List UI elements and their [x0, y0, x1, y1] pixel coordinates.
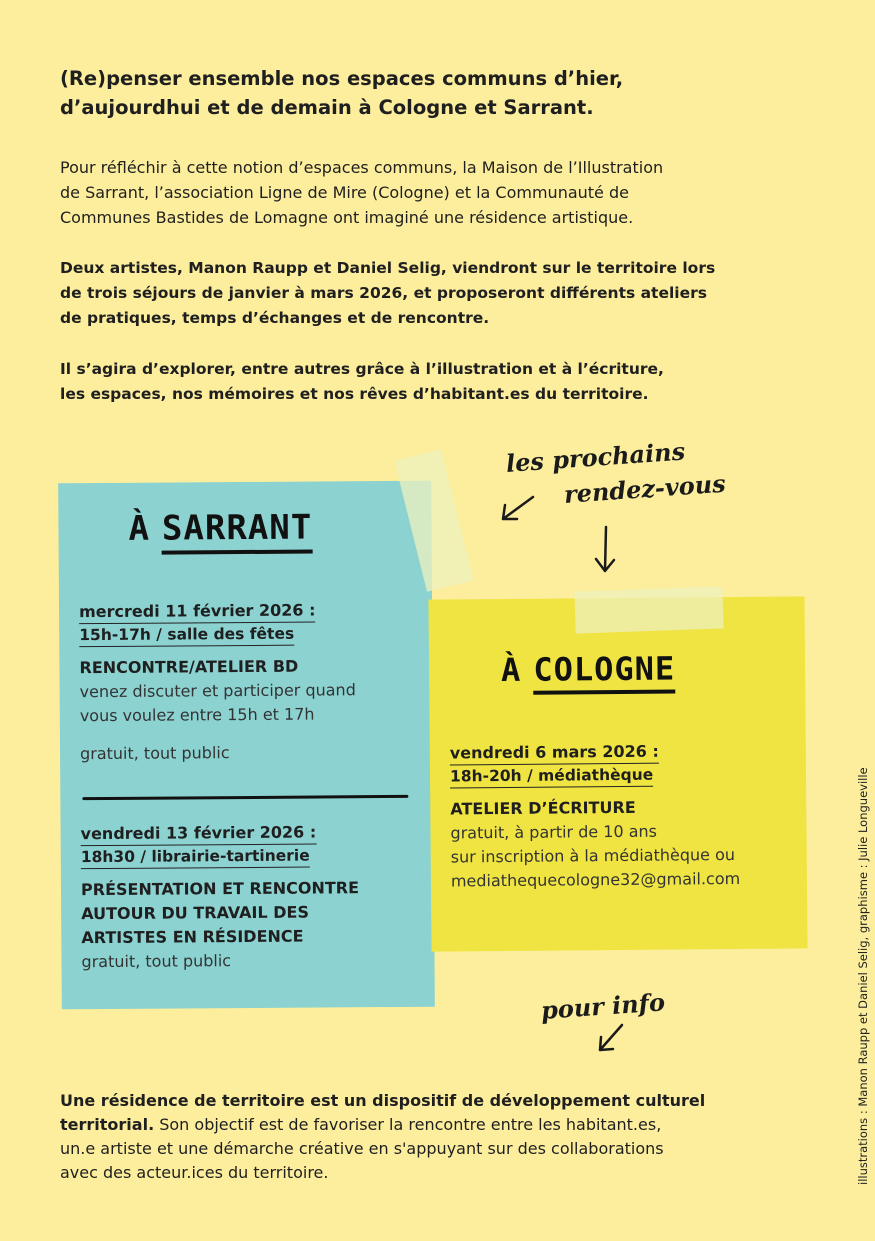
footer-line: un.e artiste et une démarche créative en s'appuyant sur des collaborations — [60, 1139, 664, 1158]
paragraph-line: de trois séjours de janvier à mars 2026, et proposeront différents ateliers — [60, 284, 707, 302]
paragraph-line: Il s’agira d’explorer, entre autres grâce à l’illustration et à l’écriture, — [60, 360, 664, 378]
event-time-place: 18h30 / librairie-tartinerie — [81, 845, 310, 870]
event-desc-line: gratuit, tout public — [81, 951, 232, 972]
arrow-down-left-icon — [594, 1022, 628, 1056]
sarrant-event-2 — [81, 821, 360, 974]
footer-line-rest: Son objectif est de favoriser la rencontre entre les habitant.es, — [154, 1115, 662, 1134]
event-price: gratuit, tout public — [79, 743, 230, 764]
heading-prefix: À — [128, 508, 151, 549]
handwritten-les-prochains: les prochains — [505, 436, 686, 478]
tape-strip — [574, 586, 723, 633]
footer-line — [60, 1113, 820, 1137]
sarrant-note — [58, 481, 435, 1010]
event-description — [81, 948, 359, 974]
footer-line: Une résidence de territoire est un dispositif de développement culturel — [60, 1091, 706, 1110]
event-title-line: PRÉSENTATION ET RENCONTRE — [80, 878, 360, 900]
cologne-event-1 — [450, 740, 741, 894]
explore-paragraph — [60, 357, 820, 407]
cologne-heading — [501, 649, 675, 689]
event-title-line: AUTOUR DU TRAVAIL DES — [81, 902, 310, 924]
arrow-down-icon — [592, 525, 622, 575]
credits: illustrations : Manon Raupp et Daniel Selig, graphisme : Julie Longueville — [856, 767, 870, 1185]
footer-line: avec des acteur.ices du territoire. — [60, 1163, 329, 1182]
paragraph-line: de Sarrant, l’association Ligne de Mire (Cologne) et la Communauté de — [60, 183, 629, 202]
event-description — [450, 819, 740, 894]
sarrant-heading — [128, 508, 312, 549]
footer-paragraph — [60, 1089, 820, 1185]
paragraph-line: de pratiques, temps d’échanges et de rencontre. — [60, 309, 490, 327]
event-title-line: ARTISTES EN RÉSIDENCE — [81, 926, 304, 948]
heading-prefix: À — [500, 650, 522, 690]
heading-word: SARRANT — [162, 508, 313, 555]
paragraph-line: Pour réfléchir à cette notion d’espaces communs, la Maison de l’Illustration — [60, 158, 664, 177]
event-description — [80, 678, 357, 728]
artists-paragraph — [60, 256, 820, 331]
event-date: vendredi 13 février 2026 : — [81, 822, 317, 847]
divider — [82, 795, 408, 800]
event-desc-line: sur inscription à la médiathèque ou — [450, 844, 736, 867]
event-date: vendredi 6 mars 2026 : — [450, 741, 659, 766]
arrow-left-icon — [497, 495, 537, 525]
event-desc-line: mediathequecologne32@gmail.com — [450, 868, 741, 891]
title-line: (Re)penser ensemble nos espaces communs d’hier, — [60, 67, 624, 90]
event-date: mercredi 11 février 2026 : — [79, 600, 316, 625]
event-title — [450, 795, 739, 822]
event-time-place: 15h-17h / salle des fêtes — [79, 623, 294, 648]
handwritten-pour-info: pour info — [540, 987, 666, 1025]
title-line: d’aujourdhui et de demain à Cologne et Sarrant. — [60, 96, 594, 119]
paragraph-line: Communes Bastides de Lomagne ont imaginé une résidence artistique. — [60, 208, 634, 227]
event-title-line: RENCONTRE/ATELIER BD — [79, 656, 299, 678]
event-title-line: ATELIER D’ÉCRITURE — [450, 797, 636, 819]
handwritten-rendez-vous: rendez-vous — [563, 468, 727, 509]
intro-paragraph — [60, 155, 820, 230]
paragraph-line: Deux artistes, Manon Raupp et Daniel Selig, viendront sur le territoire lors — [60, 259, 716, 277]
cologne-note — [428, 596, 807, 951]
event-desc-line: gratuit, à partir de 10 ans — [450, 821, 658, 843]
footer-bold-end: territorial. — [60, 1115, 155, 1134]
event-time-place: 18h-20h / médiathèque — [450, 764, 653, 789]
page-title — [60, 64, 780, 122]
event-desc-line: vous voulez entre 15h et 17h — [79, 704, 315, 726]
sarrant-event-1 — [79, 599, 356, 766]
event-desc-line: venez discuter et participer quand — [79, 680, 356, 702]
event-title — [81, 876, 360, 950]
event-title — [79, 654, 355, 680]
paragraph-line: les espaces, nos mémoires et nos rêves d’habitant.es du territoire. — [60, 385, 649, 403]
heading-word: COLOGNE — [533, 649, 675, 694]
